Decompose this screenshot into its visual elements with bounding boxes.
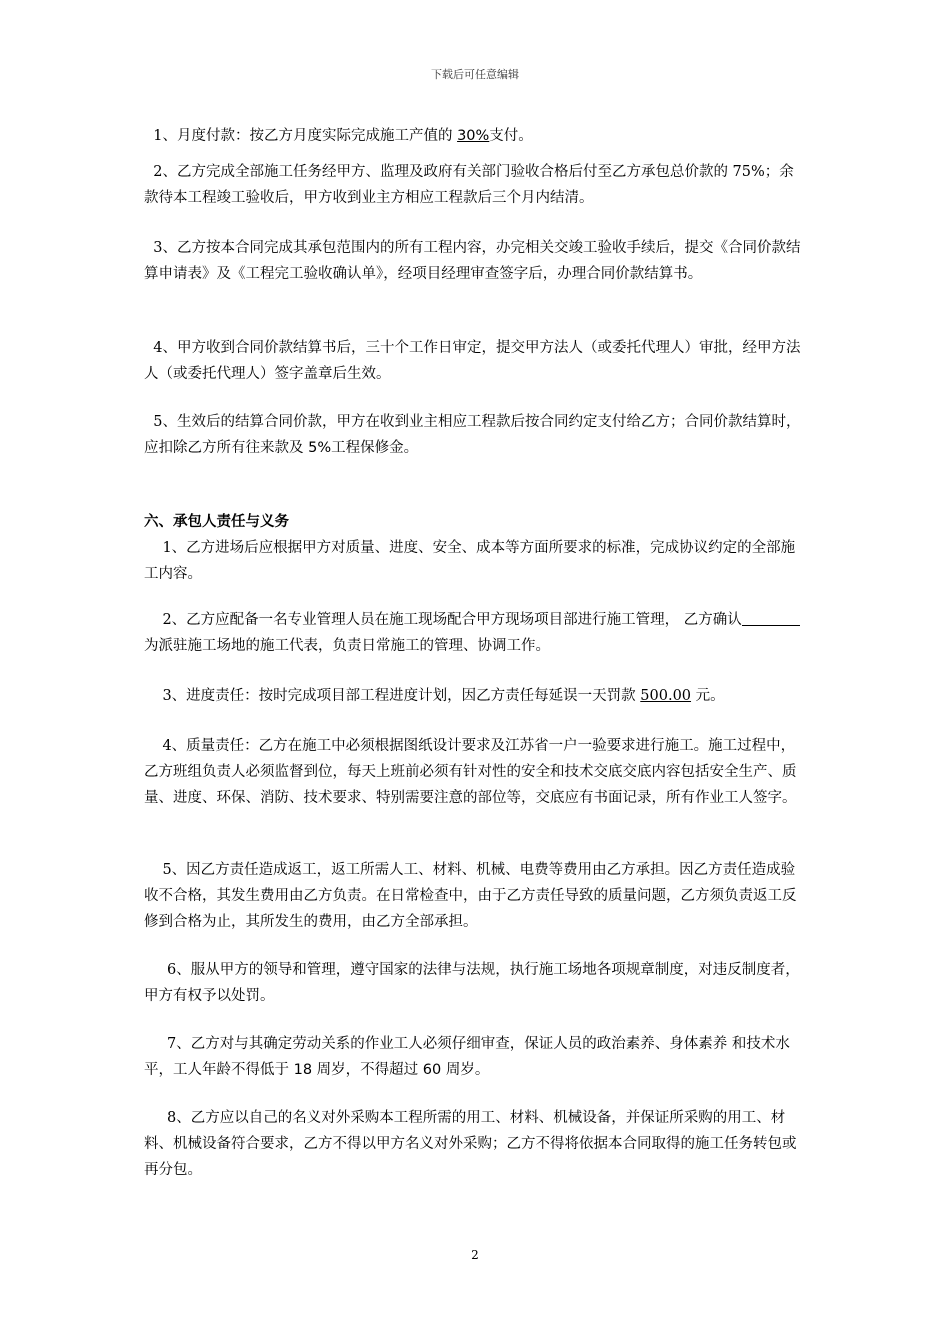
page-number: 2 [471,1248,479,1262]
payment-clause-2: 2、乙方完成全部施工任务经甲方、监理及政府有关部门验收合格后付至乙方承包总价款的 75%；余款待本工程竣工验收后，甲方收到业主方相应工程款后三个月内结清。 [144,164,794,206]
payment-clause-1: 1、月度付款：按乙方月度实际完成施工产值的 30%支付。 [144,128,533,144]
payment-clause-4: 4、甲方收到合同价款结算书后，三十个工作日审定，提交甲方法人（或委托代理人）审批，经甲方法人（或委托代理人）签字盖章后生效。 [144,340,801,382]
section-title: 六、承包人责任与义务 [144,513,289,530]
responsibility-item-3: 3、进度责任：按时完成项目部工程进度计划，因乙方责任每延误一天罚款 500.00 元。 [144,688,725,704]
warranty-percentage: 5% [308,440,332,456]
max-age: 60 [422,1062,442,1078]
payment-clause-5: 5、生效后的结算合同价款，甲方在收到业主相应工程款后按合同约定支付给乙方；合同价款结算时，应扣除乙方所有往来款及 5%工程保修金。 [144,414,801,456]
responsibility-item-7: 7、乙方对与其确定劳动关系的作业工人必须仔细审查，保证人员的政治素养、身体素养 和技术水平，工人年龄不得低于 18 周岁，不得超过 60 周岁。 [144,1036,790,1078]
payment-percentage: 30% [457,128,490,144]
representative-blank [742,611,800,626]
responsibility-item-5: 5、因乙方责任造成返工，返工所需人工、材料、机械、电费等费用由乙方承担。因乙方责任造成验收不合格，其发生费用由乙方负责。在日常检查中，由于乙方责任导致的质量问题，乙方须负责返工反修到合格为止，其所发生的费用，由乙方全部承担。 [144,862,797,930]
penalty-amount: 500.00 [640,688,692,704]
responsibility-item-6: 6、服从甲方的领导和管理，遵守国家的法律与法规，执行施工场地各项规章制度，对违反制度者，甲方有权予以处罚。 [144,962,800,1004]
responsibility-item-2: 2、乙方应配备一名专业管理人员在施工现场配合甲方现场项目部进行施工管理， 乙方确认为派驻施工场地的施工代表，负责日常施工的管理、协调工作。 [144,607,808,659]
min-age: 18 [293,1062,313,1078]
responsibility-item-8: 8、乙方应以自己的名义对外采购本工程所需的用工、材料、机械设备，并保证所采购的用工、材料、机械设备符合要求，乙方不得以甲方名义对外采购；乙方不得将依据本合同取得的施工任务转包或再分包。 [144,1110,797,1178]
payment-clause-3: 3、乙方按本合同完成其承包范围内的所有工程内容，办完相关交竣工验收手续后，提交《合同价款结算申请表》及《工程完工验收确认单》，经项目经理审查签字后，办理合同价款结算书。 [144,240,801,282]
responsibility-item-4: 4、质量责任：乙方在施工中必须根据图纸设计要求及江苏省一户一验要求进行施工。施工过程中，乙方班组负责人必须监督到位，每天上班前必须有针对性的安全和技术交底交底内容包括安全生产、质量、进度、环保、消防、技术要求、特别需要注意的部位等，交底应有书面记录，所有作业工人签字。 [144,738,797,806]
page-header: 下载后可任意编辑 [431,68,519,81]
responsibility-item-1: 1、乙方进场后应根据甲方对质量、进度、安全、成本等方面所要求的标准，完成协议约定的全部施工内容。 [144,540,796,582]
